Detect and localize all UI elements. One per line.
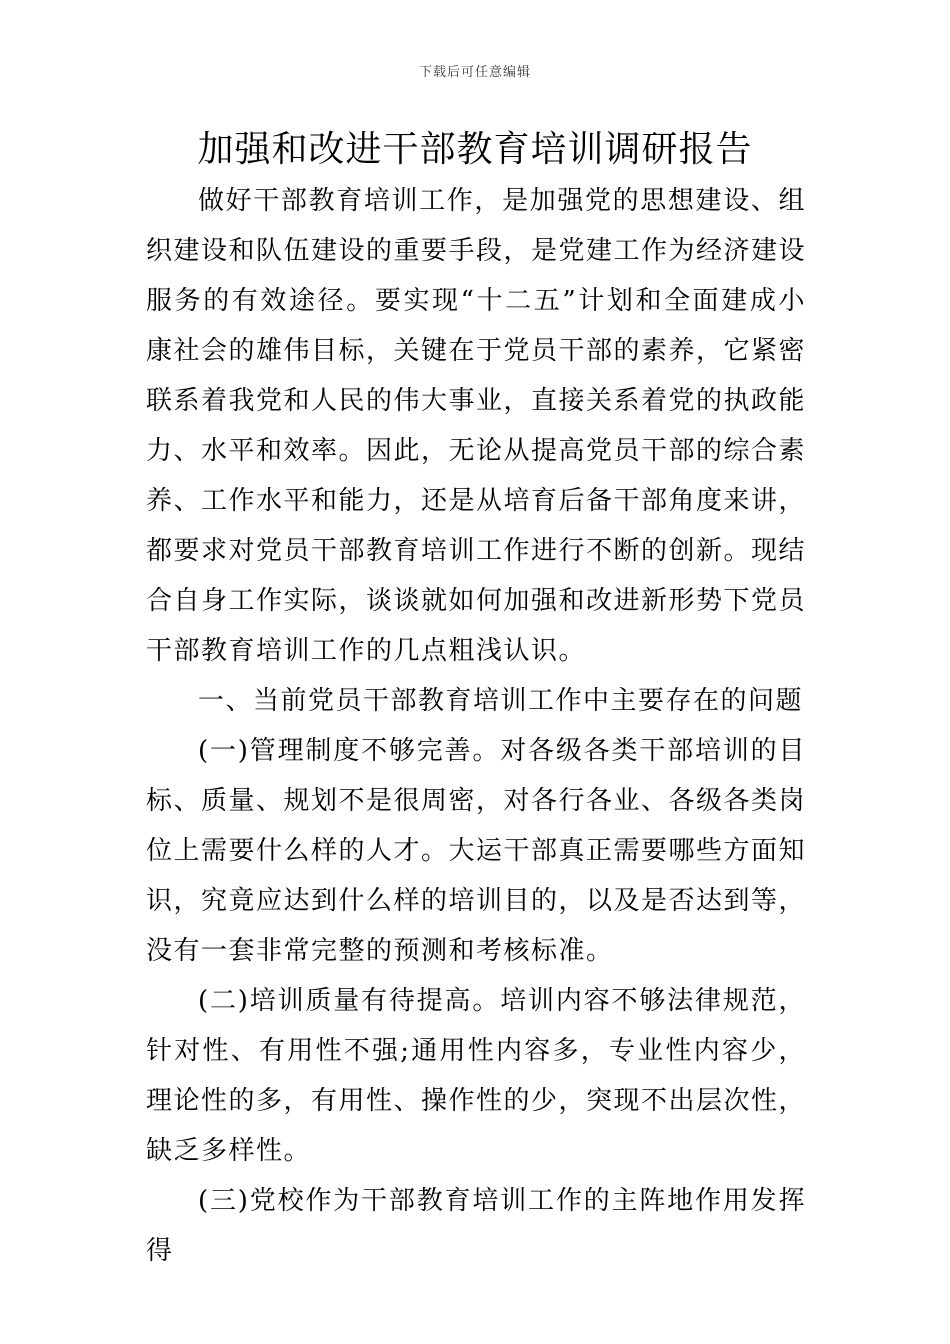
page-header-note: 下载后可任意编辑 [418,65,531,80]
section-heading-problems: 一、当前党员干部教育培训工作中主要存在的问题 [198,686,804,716]
paragraph-training-quality: (二)培训质量有待提高。培训内容不够法律规范，针对性、有用性不强;通用性内容多，专业性内容少，理论性的多，有用性、操作性的少，突现不出层次性，缺乏多样性。 [146,986,807,1166]
paragraph-intro: 做好干部教育培训工作，是加强党的思想建设、组织建设和队伍建设的重要手段，是党建工作为经济建设服务的有效途径。要实现“十二五”计划和全面建成小康社会的雄伟目标，关键在于党员干部的素养，它紧密联系着我党和人民的伟大事业，直接关系着党的执政能力、水平和效率。因此，无论从提高党员干部的综合素养、工作水平和能力，还是从培育后备干部角度来讲，都要求对党员干部教育培训工作进行不断的创新。现结合自身工作实际，谈谈就如何加强和改进新形势下党员干部教育培训工作的几点粗浅认识。 [146,186,807,666]
document-title: 加强和改进干部教育培训调研报告 [197,129,753,170]
paragraph-party-school: (三)党校作为干部教育培训工作的主阵地作用发挥得 [146,1186,806,1266]
document-body [146,176,806,1276]
paragraph-management-system: (一)管理制度不够完善。对各级各类干部培训的目标、质量、规划不是很周密，对各行各业、各级各类岗位上需要什么样的人才。大运干部真正需要哪些方面知识，究竟应达到什么样的培训目的，以及是否达到等，没有一套非常完整的预测和考核标准。 [146,736,807,966]
